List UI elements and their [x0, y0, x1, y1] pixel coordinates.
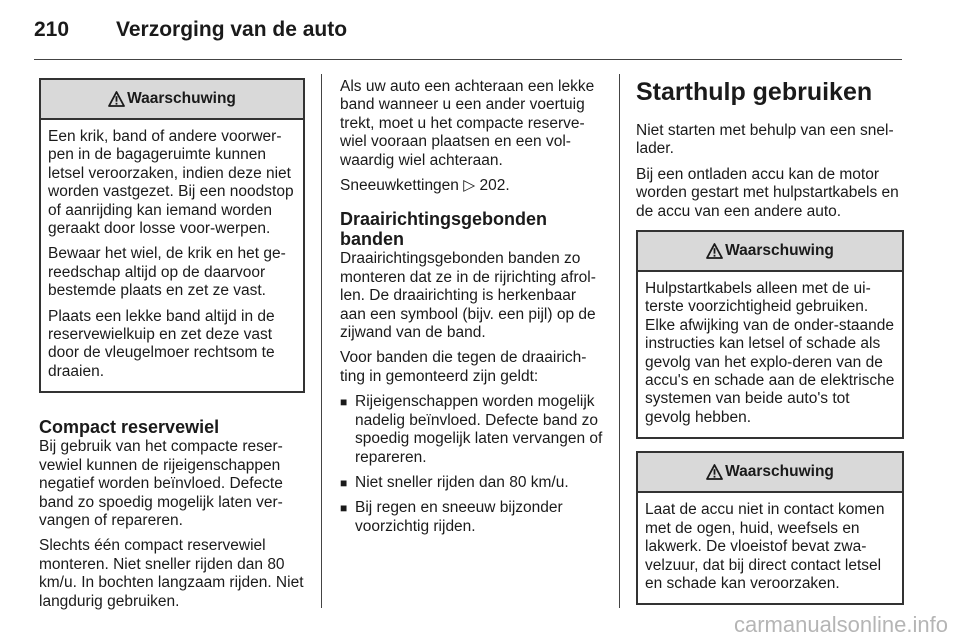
page-title: Verzorging van de auto — [116, 18, 348, 41]
warning-title: Waarschuwing — [725, 463, 834, 481]
warning-header — [638, 453, 902, 493]
body-paragraph: Niet starten met behulp van een snel-lader. — [636, 122, 894, 158]
bullet-icon: ■ — [340, 501, 348, 516]
column-3 — [636, 78, 904, 617]
warning-paragraph: Hulpstartkabels alleen met de ui-terste voorzichtigheid gebruiken. Elke afwijking van de onder-staande instructies kan letsel of schade als gevolg van het explo-deren van de accu's en schade aan de elektrische systemen van beide auto's tot gevolg hebben. — [645, 280, 895, 426]
column-1 — [39, 78, 305, 618]
list-item-text: Rijeigenschappen worden mogelijk nadelig beïnvloed. Defecte band zo spoedig mogelijk laten vervangen of repareren. — [355, 393, 603, 466]
warning-body — [638, 272, 902, 437]
body-paragraph: Bij een ontladen accu kan de motor worden gestart met hulpstartkabels en de accu van een andere auto. — [636, 165, 899, 220]
header-rule — [34, 59, 902, 60]
column-2 — [340, 78, 605, 543]
warning-paragraph: Een krik, band of andere voorwer-pen in de bagageruimte kunnen letsel veroorzaken, indien deze niet worden vastgezet. Bij een noodstop of aanrijding kan iemand worden geraakt door losse voor-werpen. — [48, 128, 294, 238]
list-item — [340, 393, 605, 467]
warning-header — [638, 232, 902, 272]
body-paragraph: Voor banden die tegen de draairich-ting in gemonteerd zijn geldt: — [340, 349, 587, 385]
body-paragraph: Bij gebruik van het compacte reser-vewiel kunnen de rijeigenschappen negatief worden beïnvloed. Defecte band zo spoedig mogelijk laten ver-vangen of repareren. — [39, 438, 283, 529]
warning-triangle-icon — [108, 91, 125, 107]
bullet-icon: ■ — [340, 395, 348, 410]
snow-chains-reference: Sneeuwkettingen ▷ 202. — [340, 177, 510, 195]
section-heading-compact-spare: Compact reservewiel — [39, 417, 220, 438]
list-item — [340, 499, 605, 536]
warning-paragraph: Plaats een lekke band altijd in de reservewielkuip en zet deze vast door de vleugelmoer rechtsom te draaien. — [48, 307, 275, 380]
section-heading-directional-tyres: Draairichtingsgebonden banden — [340, 209, 548, 250]
column-divider-2 — [619, 74, 620, 608]
page-header — [34, 18, 902, 48]
list-item-text: Bij regen en sneeuw bijzonder voorzichtig rijden. — [355, 499, 563, 535]
warning-header — [41, 80, 303, 120]
page-number: 210 — [34, 18, 70, 41]
warning-box-jump-cables — [636, 230, 904, 439]
section-heading-jump-start: Starthulp gebruiken — [636, 78, 873, 106]
warning-triangle-icon — [706, 464, 723, 480]
warning-paragraph: Bewaar het wiel, de krik en het ge-reedschap altijd op de daarvoor bestemde plaats en zet ze vast. — [48, 245, 286, 300]
list-item-text: Niet sneller rijden dan 80 km/u. — [355, 473, 569, 491]
warning-paragraph: Laat de accu niet in contact komen met de ogen, huid, weefsels en lakwerk. De vloeistof bevat zwa-velzuur, dat bij direct contact letsel en schade kan veroorzaken. — [645, 501, 885, 592]
warning-triangle-icon — [706, 243, 723, 259]
warning-body — [638, 493, 902, 603]
warning-box-battery-acid — [636, 451, 904, 605]
bullet-list — [340, 393, 605, 536]
watermark: carmanualsonline.info — [733, 612, 948, 637]
warning-title: Waarschuwing — [725, 241, 834, 259]
warning-title: Waarschuwing — [127, 89, 236, 107]
bullet-icon: ■ — [340, 475, 348, 490]
body-paragraph: Draairichtingsgebonden banden zo monteren dat ze in de rijrichting afrol-len. De draairichting is herkenbaar aan een symbool (bijv. een pijl) op de zijwand van de band. — [340, 250, 596, 342]
column-divider-1 — [321, 74, 322, 608]
list-item — [340, 474, 605, 492]
body-paragraph: Slechts één compact reservewiel monteren. Niet sneller rijden dan 80 km/u. In bochten langzaam rijden. Niet langdurig gebruiken. — [39, 537, 304, 610]
warning-body — [41, 120, 303, 391]
body-paragraph: Als uw auto een achteraan een lekke band wanneer u een ander voertuig trekt, moet u het compacte reserve-wiel vooraan plaatsen en een vol-waardig wiel achteraan. — [340, 78, 595, 169]
warning-box-cargo — [39, 78, 305, 393]
